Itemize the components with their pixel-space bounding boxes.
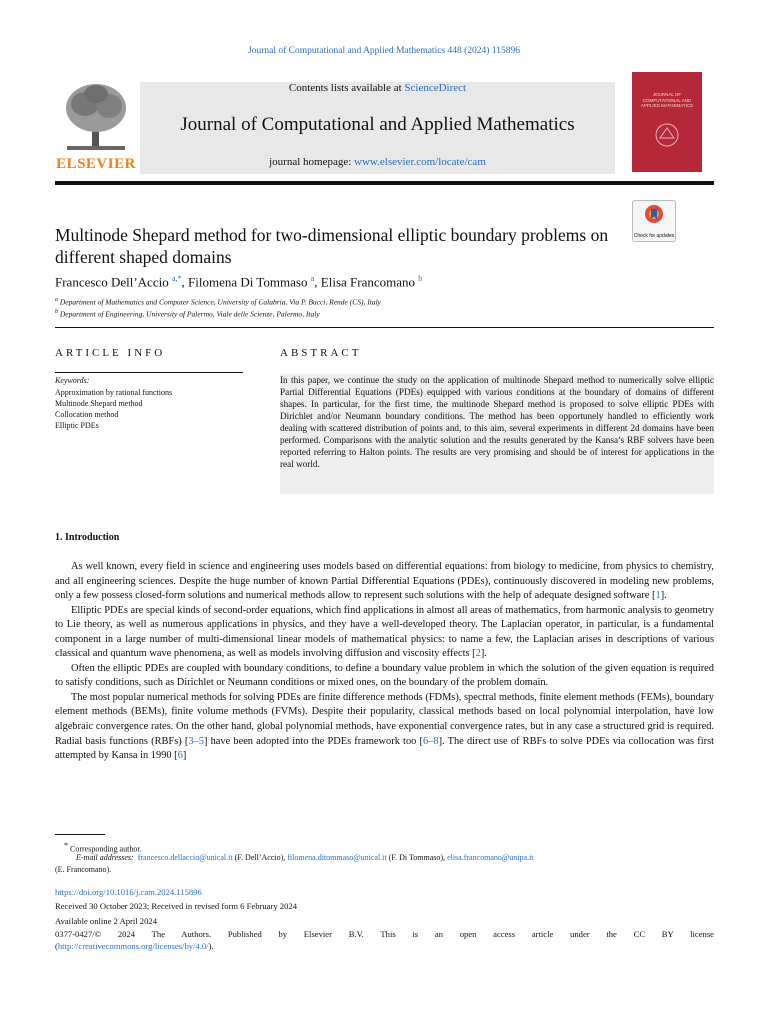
homepage-link[interactable]: www.elsevier.com/locate/cam [354,156,486,168]
footnote-rule [55,834,105,835]
citation-link[interactable]: 6 [177,750,183,762]
affiliation [55,297,381,307]
paragraph [55,560,714,604]
license-link[interactable]: http://creativecommons.org/licenses/by/4.0/ [57,941,209,951]
abstract-text: In this paper, we continue the study on the application of multinode Shepard method to numerically solve elliptic Partial Differential Equations (PDEs) equipped with various conditions at the boundary of domains of different shapes. In particular, for the first time, the multinode Shepard method is proposed to solve elliptic PDEs with Dirichlet and/or Neumann boundary conditions. The method has been opportunely handled to efficiently work dealing with scattered distribution of points and, to this aim, several experiments in different 2d domains have been performed. Comparisons with the analytic solution and the results generated by the Kansa’s RBF solvers have been reported referring to Halton points. The results are very promising and should be of interest for applications in the real world. [280,375,714,470]
available-online: Available online 2 April 2024 [55,916,157,926]
email-addresses [76,853,534,862]
paragraph-text: Elliptic PDEs are special kinds of second-order equations, which find applications in almost all areas of mathematics, from harmonic analysis to geometry to Lie theory, as well as numerous applications in physics, and they have a well-developed theory. The Laplacian operator, in particular, is a fundamental component in a large number of multi-dimensional linear models of mathematical physics: to name a few, the Laplacian arises in descriptions of various classical and quantum wave phenomena, as well as models involving diffusion and viscosity effects [ [55,604,714,660]
keywords-label: Keywords: [55,376,90,385]
email-owner: (F. Di Tommaso), [388,853,446,862]
author-affiliation-mark[interactable]: a,* [171,274,182,283]
author-name: Filomena Di Tommaso [188,274,308,290]
affiliation-mark: a [55,297,58,303]
paragraph-text: ] [182,750,187,762]
journal-title: Journal of Computational and Applied Mathematics [180,114,575,135]
email-link[interactable]: francesco.dellaccio@unical.it [137,853,233,862]
author-affiliation-mark[interactable]: a [310,274,315,283]
license-end: ). [208,941,214,951]
email-owner: (F. Dell’Accio), [234,853,286,862]
email-label: E-mail addresses: [76,853,134,862]
introduction-body [55,560,714,764]
corresponding-author-note [64,841,142,854]
email-owner: (E. Francomano). [55,865,112,874]
keyword: Approximation by rational functions [55,388,173,397]
section-divider [55,327,714,328]
author-list: Francesco Dell’Accio $^{a,*}$, Filomena Di Tommaso $^a$, Elisa Francomano $^b$ [55,274,423,290]
keyword: Collocation method [55,410,119,419]
affiliation [55,309,320,319]
paragraph-text: The most popular numerical methods for solving PDEs are finite difference methods (FDMs), spectral methods, finite element methods (FEMs), boundary element methods (BEMs), finite volume methods (FVMs). Despite their popularity, classical methods based on local polynomial interpolation, have low algebraic convergence rates. On the other hand, global polynomial methods, have exponential convergence rates, but in any case a structured grid is required. Radial basis functions (RBFs) [ [55,691,714,747]
email-link[interactable]: filomena.ditommaso@unical.it [287,853,387,862]
article-info-heading: ARTICLE INFO [55,347,166,359]
paragraph-text: ] have been adopted into the PDEs framework too [ [203,735,423,747]
check-updates-label: Check for updates [633,232,675,239]
license-url-line: (http://creativecommons.org/licenses/by/4.0/). [55,941,214,951]
journal-cover[interactable] [632,72,702,172]
doi-link[interactable] [55,887,714,897]
citation-link[interactable]: 1 [655,590,661,602]
contents-line [140,82,615,94]
affiliation-mark: b [55,309,58,315]
article-title: Multinode Shepard method for two-dimensional elliptic boundary problems on different shaped domains [55,225,609,267]
cover-emblem-icon [654,122,680,148]
paragraph [55,691,714,764]
contents-prefix: Contents lists available at [288,82,405,94]
footnote-text: Corresponding author. [70,844,142,854]
header-rule [55,181,714,185]
sciencedirect-link[interactable]: ScienceDirect [404,82,467,94]
affiliation-text: Department of Mathematics and Computer Science, University of Calabria, Via P. Bucci, Rende (CS), Italy [59,297,381,307]
citation-link[interactable]: 6–8 [422,735,439,747]
paragraph: Often the elliptic PDEs are coupled with boundary conditions, to define a boundary value problem in which the solution of the given equation is required to satisfy conditions, such as Dirichlet or Neumann conditions or mixed ones, on the boundary of the problem domain. [55,662,714,689]
paragraph-text: ]. The direct use of RBFs to solve PDEs via collocation was first attempted by Kansa in 1990 [ [55,735,715,762]
elsevier-wordmark: ELSEVIER [56,156,136,172]
journal-reference[interactable]: Journal of Computational and Applied Mathematics 448 (2024) 115896 [248,46,520,56]
author-affiliation-mark[interactable]: b [418,274,423,283]
homepage-prefix: journal homepage: [269,156,355,168]
bookmark-icon [644,204,664,224]
paragraph-text: As well known, every field in science and engineering uses models based on differential equations: from biology to medicine, from physics to chemistry, and all engineering sciences. Despite the huge number of known Partial Differential Equations (PDEs), continuously discovered in modeling new problems, only a few possess closed-form solutions and numerical methods allow to represent such solutions with the help of adequate designed software [ [55,561,714,602]
keyword: Multinode Shepard method [55,399,143,408]
journal-homepage [140,156,615,168]
paragraph-text: ]. [480,648,487,660]
check-for-updates-badge[interactable] [632,200,676,242]
author-name: Francesco Dell’Accio [55,274,169,290]
citation-link[interactable]: 2 [475,648,481,660]
paragraph-text: ]. [660,590,667,602]
abstract-heading: ABSTRACT [280,347,362,359]
section-heading-introduction: 1. Introduction [55,532,120,543]
received-dates: Received 30 October 2023; Received in revised form 6 February 2024 [55,901,297,911]
keyword: Elliptic PDEs [55,421,99,430]
cover-title: JOURNAL OF COMPUTATIONAL AND APPLIED MATHEMATICS [640,92,694,108]
license-statement: 0377-0427/© 2024 The Authors. Published by Elsevier B.V. This is an open access article under the CC BY license [55,929,714,939]
email-link[interactable]: elisa.francomano@unipa.it [447,853,534,862]
paragraph [55,604,714,662]
keywords-rule [55,372,243,373]
author-name: Elisa Francomano [320,274,416,290]
doi-text[interactable]: https://doi.org/10.1016/j.cam.2024.115896 [55,887,202,897]
citation-link[interactable]: 3–5 [188,735,204,747]
affiliation-text: Department of Engineering, University of Palermo, Viale delle Scienze, Palermo, Italy [59,309,320,319]
footnote-star: * [64,841,68,850]
